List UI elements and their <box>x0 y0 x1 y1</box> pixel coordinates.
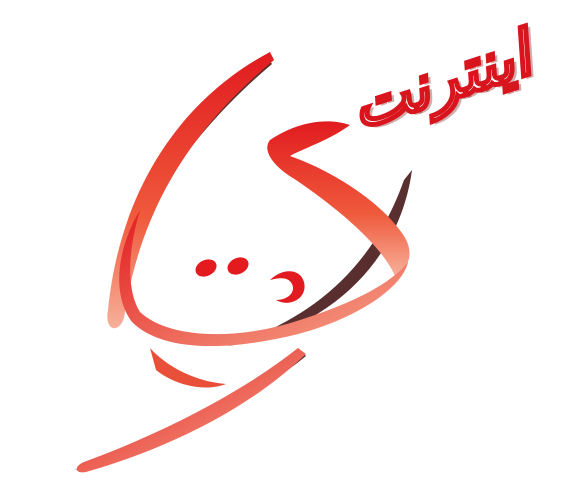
logo-dot-1 <box>193 256 220 280</box>
logo-wordmark <box>330 16 550 150</box>
logo-dot-2 <box>225 254 252 278</box>
logo-stroke-base <box>77 348 306 472</box>
logo-stroke-tail <box>150 348 226 388</box>
logo-stroke-arc <box>107 52 274 328</box>
logo-wordmark-text: اینترنت <box>341 16 539 144</box>
logo-stroke-loop <box>270 271 305 303</box>
